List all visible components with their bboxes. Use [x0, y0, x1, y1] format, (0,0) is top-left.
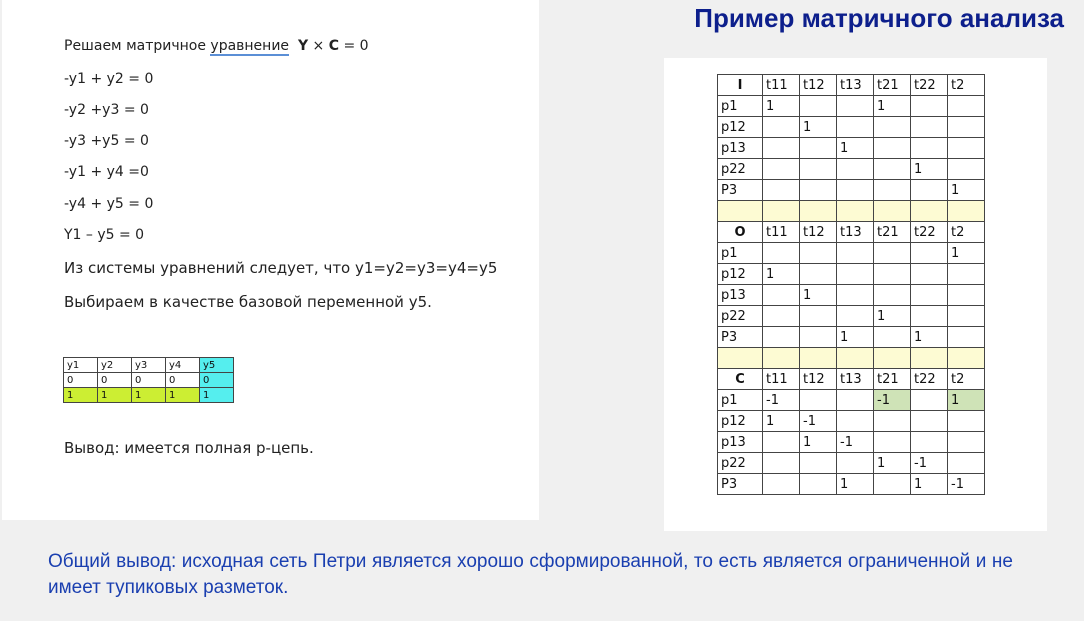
matrix-cell — [763, 432, 800, 453]
matrix-row-label: p22 — [718, 159, 763, 180]
matrix-cell — [763, 453, 800, 474]
matrix-cell: 1 — [763, 96, 800, 117]
choose-text: Выбираем в качестве базовой переменной y5. — [64, 293, 432, 311]
matrix-row-label: P3 — [718, 327, 763, 348]
matrix-cell — [800, 453, 837, 474]
matrix-cell: 1 — [763, 411, 800, 432]
table-cell: y2 — [98, 358, 132, 373]
separator-cell — [763, 201, 800, 222]
matrix-row-label: p13 — [718, 285, 763, 306]
matrix-cell: -1 — [948, 474, 985, 495]
matrix-cell — [837, 117, 874, 138]
matrix-cell — [911, 285, 948, 306]
equation-line: -y1 + y4 =0 — [64, 164, 149, 180]
result-text: Вывод: имеется полная р-цепь. — [64, 439, 314, 457]
matrix-row-label: p12 — [718, 264, 763, 285]
matrix-header-row — [718, 75, 985, 96]
matrix-cell — [911, 180, 948, 201]
matrix-cell — [763, 180, 800, 201]
matrix-cell — [874, 243, 911, 264]
matrix-cell: 1 — [837, 327, 874, 348]
matrix-separator-row — [718, 201, 985, 222]
matrix-cell: 1 — [800, 432, 837, 453]
matrix-row-label: p1 — [718, 390, 763, 411]
matrix-row-label: p22 — [718, 306, 763, 327]
matrix-cell — [837, 453, 874, 474]
matrix-cell — [948, 117, 985, 138]
matrix-row — [718, 474, 985, 495]
matrix-cell — [800, 264, 837, 285]
table-cell: 1 — [132, 388, 166, 403]
matrix-cell: 1 — [874, 453, 911, 474]
matrix-column-header: t21 — [874, 75, 911, 96]
matrix-cell: 1 — [837, 474, 874, 495]
matrix-cell — [874, 327, 911, 348]
matrix-cell — [911, 306, 948, 327]
equation-line: Y1 – y5 = 0 — [64, 227, 145, 243]
matrix-header-row — [718, 222, 985, 243]
matrix-cell — [763, 243, 800, 264]
matrix-cell — [874, 138, 911, 159]
conclusion-text: Общий вывод: исходная сеть Петри является хорошо сформированной, то есть является ограниченной и не имеет тупиковых разметок. — [48, 551, 1013, 598]
matrix-cell: -1 — [837, 432, 874, 453]
matrix-column-header: t11 — [763, 369, 800, 390]
matrix-column-header: t13 — [837, 75, 874, 96]
matrix-separator-row — [718, 348, 985, 369]
matrix-cell — [874, 117, 911, 138]
separator-cell — [911, 201, 948, 222]
matrix-column-header: t11 — [763, 75, 800, 96]
matrix-column-header: t12 — [800, 222, 837, 243]
matrix-cell — [837, 264, 874, 285]
matrix-column-header: t12 — [800, 369, 837, 390]
matrix-column-header: t13 — [837, 369, 874, 390]
table-cell: 1 — [98, 388, 132, 403]
matrix-column-header: t22 — [911, 222, 948, 243]
matrix-cell — [763, 327, 800, 348]
table-cell: y4 — [166, 358, 200, 373]
separator-cell — [837, 201, 874, 222]
matrix-label: C — [718, 369, 763, 390]
matrix-row-label: p1 — [718, 96, 763, 117]
matrix-cell — [837, 411, 874, 432]
table-cell: 0 — [200, 373, 234, 388]
separator-cell — [911, 348, 948, 369]
matrix-cell: 1 — [911, 474, 948, 495]
matrix-row-label: p13 — [718, 138, 763, 159]
matrix-cell — [874, 180, 911, 201]
matrix-cell — [948, 327, 985, 348]
table-cell: y1 — [64, 358, 98, 373]
equation-intro — [64, 38, 369, 54]
matrix-cell — [911, 432, 948, 453]
matrix-row — [718, 117, 985, 138]
table-cell: 0 — [64, 373, 98, 388]
table-row — [64, 358, 234, 373]
matrix-cell — [911, 117, 948, 138]
matrix-column-header: t21 — [874, 369, 911, 390]
matrix-row — [718, 243, 985, 264]
matrix-cell — [800, 327, 837, 348]
right-panel — [664, 58, 1047, 531]
matrix-cell — [948, 432, 985, 453]
intro-prefix: Решаем матричное — [64, 38, 211, 54]
matrix-cell — [763, 159, 800, 180]
matrix-cell: 1 — [948, 180, 985, 201]
matrix-cell — [837, 390, 874, 411]
equation-line: -y1 + y2 = 0 — [64, 71, 154, 87]
matrix-cell: -1 — [874, 390, 911, 411]
matrix-row — [718, 411, 985, 432]
matrix-cell — [837, 180, 874, 201]
incidence-matrix-table — [717, 74, 985, 495]
separator-cell — [837, 348, 874, 369]
matrix-cell — [874, 159, 911, 180]
matrix-cell — [800, 138, 837, 159]
matrix-cell — [837, 159, 874, 180]
matrix-row-label: p22 — [718, 453, 763, 474]
matrix-cell — [911, 264, 948, 285]
intro-underlined: уравнение — [210, 38, 290, 54]
matrix-cell — [800, 243, 837, 264]
matrix-row-label: p13 — [718, 432, 763, 453]
matrix-cell — [837, 285, 874, 306]
matrix-cell — [837, 243, 874, 264]
table-cell: 0 — [98, 373, 132, 388]
left-panel — [2, 0, 539, 520]
matrix-cell — [911, 138, 948, 159]
separator-cell — [874, 201, 911, 222]
matrix-row — [718, 453, 985, 474]
separator-cell — [874, 348, 911, 369]
matrix-cell — [948, 96, 985, 117]
matrix-cell — [763, 138, 800, 159]
slide-title: Пример матричного анализа — [694, 3, 1064, 33]
matrix-cell: 1 — [874, 306, 911, 327]
matrix-cell: 1 — [874, 96, 911, 117]
matrix-row — [718, 264, 985, 285]
table-cell: 1 — [64, 388, 98, 403]
matrix-column-header: t22 — [911, 75, 948, 96]
y-vector-table — [63, 357, 234, 403]
matrix-cell — [837, 306, 874, 327]
matrix-cell — [874, 264, 911, 285]
follows-text: Из системы уравнений следует, что y1=y2=y3=y4=y5 — [64, 259, 498, 277]
matrix-cell — [911, 243, 948, 264]
table-cell: 0 — [166, 373, 200, 388]
matrix-cell — [911, 390, 948, 411]
matrix-row — [718, 285, 985, 306]
matrix-cell — [948, 453, 985, 474]
matrix-cell — [874, 432, 911, 453]
matrix-cell — [874, 411, 911, 432]
intro-c: C — [328, 38, 340, 54]
intro-space — [289, 38, 298, 54]
matrix-column-header: t2 — [948, 75, 985, 96]
matrix-cell — [948, 306, 985, 327]
equation-line: -y3 +y5 = 0 — [64, 133, 149, 149]
matrix-cell — [948, 264, 985, 285]
matrix-cell — [800, 390, 837, 411]
matrix-cell: 1 — [911, 159, 948, 180]
table-row — [64, 373, 234, 388]
matrix-column-header: t13 — [837, 222, 874, 243]
intro-y: Y — [297, 38, 309, 54]
matrix-column-header: t2 — [948, 369, 985, 390]
separator-cell — [718, 201, 763, 222]
matrix-cell — [800, 180, 837, 201]
matrix-row — [718, 96, 985, 117]
matrix-row — [718, 180, 985, 201]
matrix-cell — [874, 285, 911, 306]
separator-cell — [718, 348, 763, 369]
matrix-cell — [763, 306, 800, 327]
matrix-cell: 1 — [800, 117, 837, 138]
matrix-column-header: t2 — [948, 222, 985, 243]
table-cell: 0 — [132, 373, 166, 388]
matrix-cell — [911, 411, 948, 432]
matrix-cell: 1 — [763, 264, 800, 285]
table-cell: y3 — [132, 358, 166, 373]
matrix-cell — [948, 285, 985, 306]
separator-cell — [763, 348, 800, 369]
table-cell: 1 — [200, 388, 234, 403]
matrix-cell: 1 — [911, 327, 948, 348]
matrix-column-header: t21 — [874, 222, 911, 243]
separator-cell — [948, 201, 985, 222]
matrix-cell — [911, 96, 948, 117]
matrix-row-label: p12 — [718, 411, 763, 432]
equation-line: -y2 +y3 = 0 — [64, 102, 149, 118]
matrix-cell — [763, 117, 800, 138]
matrix-row — [718, 390, 985, 411]
matrix-column-header: t11 — [763, 222, 800, 243]
matrix-cell: 1 — [948, 243, 985, 264]
matrix-cell: 1 — [837, 138, 874, 159]
table-cell: 1 — [166, 388, 200, 403]
matrix-row — [718, 432, 985, 453]
separator-cell — [800, 348, 837, 369]
matrix-cell: -1 — [763, 390, 800, 411]
matrix-row — [718, 138, 985, 159]
equation-line: -y4 + y5 = 0 — [64, 196, 154, 212]
matrix-cell — [874, 474, 911, 495]
matrix-row-label: p12 — [718, 117, 763, 138]
matrix-cell — [948, 138, 985, 159]
matrix-cell: -1 — [800, 411, 837, 432]
intro-suffix: = 0 — [339, 38, 369, 54]
matrix-row-label: p1 — [718, 243, 763, 264]
matrix-cell — [800, 96, 837, 117]
matrix-cell — [837, 96, 874, 117]
table-row — [64, 388, 234, 403]
matrix-row-label: P3 — [718, 474, 763, 495]
matrix-column-header: t12 — [800, 75, 837, 96]
matrix-cell: 1 — [800, 285, 837, 306]
matrix-cell — [763, 474, 800, 495]
intro-times: × — [308, 38, 329, 54]
matrix-cell — [800, 159, 837, 180]
matrix-header-row — [718, 369, 985, 390]
separator-cell — [948, 348, 985, 369]
separator-cell — [800, 201, 837, 222]
matrix-label: I — [718, 75, 763, 96]
matrix-cell — [763, 285, 800, 306]
matrix-column-header: t22 — [911, 369, 948, 390]
matrix-cell: -1 — [911, 453, 948, 474]
matrix-cell: 1 — [948, 390, 985, 411]
matrix-label: O — [718, 222, 763, 243]
matrix-cell — [800, 474, 837, 495]
matrix-row-label: P3 — [718, 180, 763, 201]
matrix-row — [718, 306, 985, 327]
matrix-row — [718, 327, 985, 348]
matrix-cell — [948, 159, 985, 180]
matrix-row — [718, 159, 985, 180]
matrix-cell — [948, 411, 985, 432]
table-cell: y5 — [200, 358, 234, 373]
matrix-cell — [800, 306, 837, 327]
